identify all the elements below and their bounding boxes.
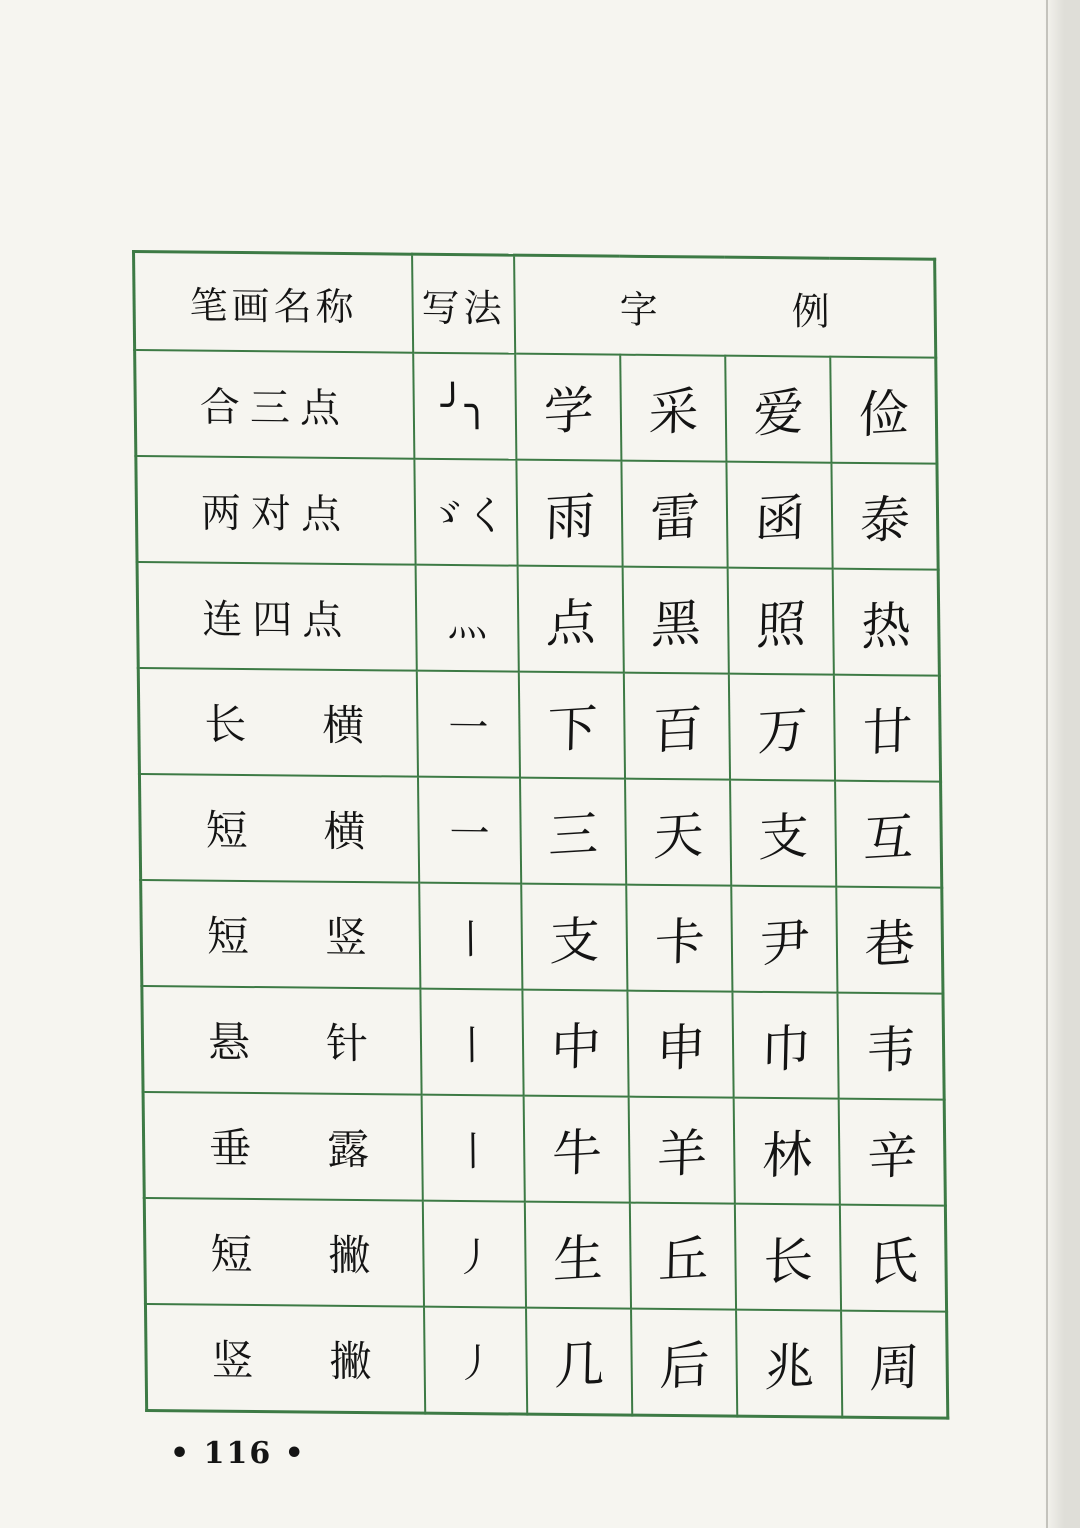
example-character: 韦 <box>864 1019 917 1081</box>
table-row <box>138 668 940 782</box>
example-cell <box>834 675 941 782</box>
example-cell <box>831 463 938 570</box>
header-writing <box>412 254 515 353</box>
table-row <box>136 456 938 570</box>
example-cell <box>728 568 834 675</box>
example-character: 照 <box>755 594 807 656</box>
example-character: 长 <box>762 1230 814 1292</box>
stroke-name-part: 针 <box>325 1018 369 1069</box>
stroke-name-part: 悬 <box>207 1017 251 1068</box>
example-character: 泰 <box>858 489 911 551</box>
stroke-name-part: 横 <box>323 806 366 857</box>
example-cell <box>725 356 831 463</box>
example-character: 丘 <box>657 1229 709 1291</box>
example-character: 兆 <box>763 1336 815 1398</box>
example-character: 辛 <box>866 1125 918 1187</box>
table-row <box>143 1092 945 1206</box>
stroke-name-cell <box>144 1198 424 1307</box>
example-character: 巾 <box>759 1018 812 1080</box>
stroke-name-cell <box>138 668 418 777</box>
stroke-name: 合三点 <box>199 384 351 432</box>
example-character: 俭 <box>857 383 909 445</box>
stroke-glyph: 一 <box>449 810 490 857</box>
stroke-name-cell <box>142 986 422 1095</box>
header-examples <box>514 255 936 358</box>
stroke-glyph: 灬 <box>446 598 488 645</box>
stroke-glyph: 丨 <box>451 1022 493 1069</box>
example-cell <box>732 992 838 1099</box>
stroke-name-cell <box>145 1304 425 1413</box>
table-row <box>139 774 941 888</box>
stroke-writing-cell <box>413 353 516 460</box>
example-character: 巷 <box>863 913 915 975</box>
stroke-writing-cell <box>419 883 522 990</box>
table-row <box>145 1304 947 1418</box>
example-character: 黑 <box>650 593 702 655</box>
stroke-name-cell <box>139 774 419 883</box>
example-cell <box>837 993 944 1100</box>
example-character: 羊 <box>656 1123 708 1185</box>
example-cell <box>839 1099 946 1206</box>
example-character: 采 <box>647 381 699 443</box>
example-cell <box>730 780 836 887</box>
table-row <box>142 986 944 1100</box>
stroke-glyph: 丨 <box>452 1128 494 1175</box>
stroke-name-cell <box>137 562 417 671</box>
example-character: 周 <box>868 1337 920 1399</box>
example-cell <box>840 1205 947 1312</box>
stroke-name-cell <box>136 456 416 565</box>
example-cell <box>620 355 726 462</box>
stroke-writing-cell <box>417 671 520 778</box>
stroke-name-part: 短 <box>205 805 248 856</box>
example-cell <box>833 569 940 676</box>
page-number: • 116 • <box>170 1436 306 1471</box>
stroke-writing-cell <box>422 1095 525 1202</box>
stroke-name-part: 露 <box>326 1124 370 1175</box>
example-cell <box>736 1310 842 1418</box>
example-cell <box>526 1308 632 1416</box>
stroke-name-part: 撇 <box>329 1336 372 1387</box>
stroke-writing-cell <box>423 1201 526 1308</box>
stroke-writing-cell <box>416 565 519 672</box>
example-cell <box>515 354 621 461</box>
table-row <box>144 1198 946 1312</box>
example-character: 牛 <box>551 1122 603 1184</box>
example-cell <box>626 885 732 992</box>
example-character: 学 <box>542 380 594 442</box>
example-character: 申 <box>654 1017 707 1079</box>
example-cell <box>524 1096 630 1203</box>
stroke-name-cell <box>143 1092 423 1201</box>
example-character: 后 <box>658 1335 710 1397</box>
example-character: 雷 <box>648 487 701 549</box>
stroke-name-part: 短 <box>210 1229 253 1279</box>
example-cell <box>518 566 624 673</box>
table-row <box>135 350 937 464</box>
example-cell <box>830 357 937 464</box>
example-character: 生 <box>552 1228 604 1290</box>
example-cell <box>519 672 625 779</box>
example-cell <box>627 991 733 1098</box>
example-character: 几 <box>553 1334 605 1396</box>
stroke-name-part: 竖 <box>211 1335 254 1385</box>
example-cell <box>630 1203 736 1310</box>
example-cell <box>624 673 730 780</box>
stroke-writing-cell <box>420 989 523 1096</box>
header-stroke-name <box>134 252 414 353</box>
example-character: 三 <box>547 804 599 866</box>
stroke-glyph: 丿 <box>455 1340 496 1387</box>
stroke-writing-cell <box>418 777 521 884</box>
example-character: 中 <box>549 1016 602 1078</box>
example-cell <box>623 567 729 674</box>
stroke-name-part: 竖 <box>324 912 368 963</box>
example-cell <box>521 884 627 991</box>
example-character: 支 <box>548 910 600 972</box>
stroke-glyph: ╯╮ <box>440 382 490 430</box>
header-stroke-name-text: 笔画名称 <box>189 283 358 329</box>
example-cell <box>841 1311 948 1419</box>
page-edge-shadow <box>1044 0 1080 1528</box>
example-character: 氏 <box>867 1231 919 1293</box>
example-cell <box>525 1202 631 1309</box>
example-cell <box>516 460 622 567</box>
example-character: 林 <box>761 1124 813 1186</box>
example-character: 万 <box>756 700 808 762</box>
example-character: 百 <box>651 699 703 761</box>
example-character: 天 <box>652 805 704 867</box>
stroke-name-part: 撇 <box>328 1230 371 1281</box>
header-examples-char-2: 例 <box>791 288 834 334</box>
stroke-name-part: 横 <box>322 700 365 751</box>
stroke-glyph: 一 <box>448 704 489 751</box>
example-cell <box>522 990 628 1097</box>
example-character: 函 <box>753 488 806 550</box>
example-cell <box>735 1204 841 1311</box>
stroke-table-wrapper <box>132 250 949 1420</box>
example-cell <box>520 778 626 885</box>
example-cell <box>726 462 832 569</box>
example-character: 互 <box>862 807 914 869</box>
example-cell <box>621 461 727 568</box>
stroke-name-cell <box>135 350 415 459</box>
example-character: 支 <box>757 806 809 868</box>
stroke-glyph: 丿 <box>454 1234 495 1281</box>
table-header-row <box>134 252 936 358</box>
table-row <box>137 562 939 676</box>
example-cell <box>835 781 942 888</box>
example-cell <box>734 1098 840 1205</box>
stroke-name-cell <box>141 880 421 989</box>
stroke-name-part: 长 <box>204 699 247 750</box>
example-character: 雨 <box>543 486 596 548</box>
stroke-writing-cell <box>414 459 517 566</box>
example-character: 尹 <box>758 912 810 974</box>
example-cell <box>629 1097 735 1204</box>
stroke-glyph: 丨 <box>450 916 492 963</box>
stroke-name-part: 垂 <box>208 1123 252 1174</box>
stroke-glyph: ゞく <box>425 492 507 540</box>
header-writing-text: 写法 <box>421 285 506 331</box>
stroke-name: 两对点 <box>200 490 352 538</box>
header-examples-char-1: 字 <box>619 287 662 332</box>
example-cell <box>836 887 943 994</box>
stroke-table <box>132 250 949 1420</box>
example-character: 热 <box>860 595 912 657</box>
example-character: 卡 <box>653 911 705 973</box>
table-row <box>141 880 943 994</box>
example-character: 点 <box>545 592 597 654</box>
stroke-name: 连四点 <box>201 596 353 644</box>
stroke-writing-cell <box>424 1307 527 1414</box>
example-character: 爱 <box>752 382 804 444</box>
example-character: 下 <box>546 698 598 760</box>
example-cell <box>625 779 731 886</box>
example-cell <box>731 886 837 993</box>
example-cell <box>631 1309 737 1417</box>
stroke-name-part: 短 <box>206 911 250 962</box>
example-cell <box>729 674 835 781</box>
example-character: 廿 <box>861 701 913 763</box>
